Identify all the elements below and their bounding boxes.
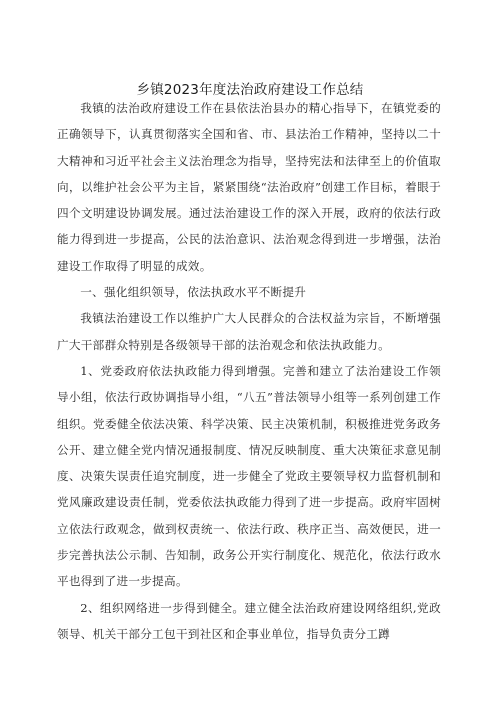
section-heading-1: 一、强化组织领导，依法执政水平不断提升 bbox=[80, 285, 307, 300]
document-title: 乡镇2023年度法治政府建设工作总结 bbox=[136, 82, 364, 98]
paragraph-item-2: 2、组织网络进一步得到健全。建立健全法治政府建设网络组织,党政领导、机关干部分工包干到社区和企事业单位，指导负责分工蹲 bbox=[57, 600, 441, 641]
document-body bbox=[57, 95, 441, 647]
paragraph-intro: 我镇的法治政府建设工作在县依法治县办的精心指导下，在镇党委的正确领导下，认真贯彻落实全国和省、市、县法治工作精神，坚持以二十大精神和习近平社会主义法治理念为指导，坚持宪法和法律至上的价值取向，以维护社会公平为主旨，紧紧围绕“法治政府”创建工作目标，着眼于四个文明建设协调发展。通过法治建设工作的深入开展，政府的依法行政能力得到进一步提高，公民的法治意识、法治观念得到进一步增强，法治建设工作取得了明显的成效。 bbox=[57, 101, 441, 273]
paragraph-item-1: 1、党委政府依法执政能力得到增强。完善和建立了法治建设工作领导小组，依法行政协调指导小组，“八五”普法领导小组等一系列创建工作组织。党委健全依法决策、科学决策、民主决策机制，积极推进党务政务公开、建立健全党内情况通报制度、情况反映制度、重大决策征求意见制度、决策失误责任追究制度，进一步健全了党政主要领导权力监督机制和党风廉政建设责任制，党委依法执政能力得到了进一步提高。政府牢固树立依法行政观念，做到权责统一、依法行政、秩序正当、高效便民，进一步完善执法公示制、告知制，政务公开实行制度化、规范化，依法行政水平也得到了进一步提高。 bbox=[57, 363, 441, 589]
paragraph-section-1-intro: 我镇法治建设工作以维护广大人民群众的合法权益为宗旨，不断增强广大干部群众特别是各级领导干部的法治观念和依法执政能力。 bbox=[57, 311, 441, 352]
